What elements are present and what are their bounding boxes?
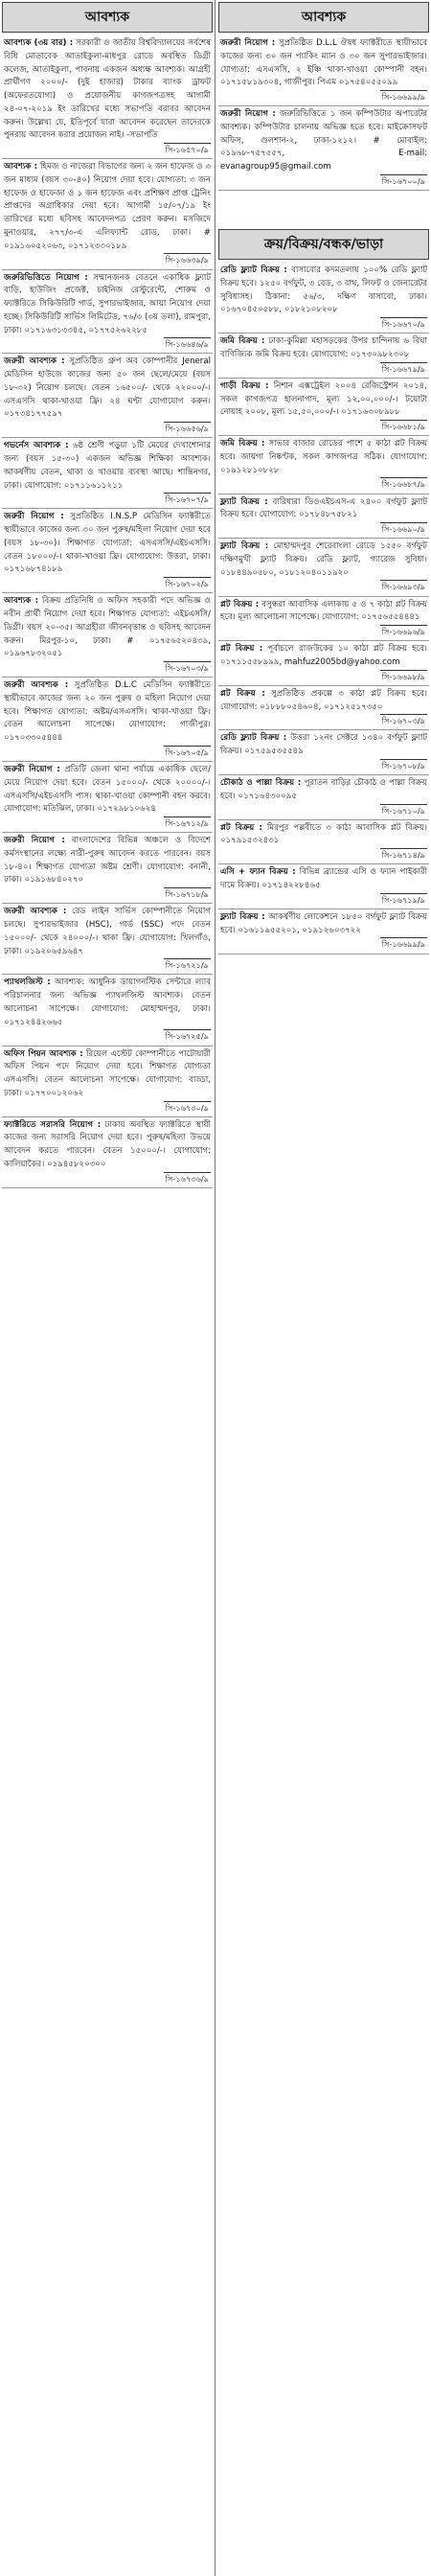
column-divider — [215, 0, 216, 2576]
classified-ad — [2, 762, 213, 833]
ad-body: সুপ্রতিষ্ঠিত D.L.L ঔষধ ফ্যাক্টরীতে স্থায়ীভাবে কাজের জন্য ৩০ জন প্যাকিং ম্যান ও ৩০ জন সুপারভাইজার। যোগ্যতা: এসএসসি, ২ ইঞ্চি থাকা-খাওয়া কোম্পানী বহন। ০১৭১৫৮১৯৩০৪, গাজীপুর। পিএম ০১৭৫৪০৫৫০৯৯ — [220, 38, 427, 88]
ad-code: সি-১৬৭০৭/৯ — [164, 493, 211, 506]
ad-body: নিশান এক্সট্রেইল ২০০৪ রেজিস্ট্রেশন ২০১৪, সকল কাগজপত্র হালনাগাদ, মূল্য ১২,০০,০০০/-। টয়োটা নোয়াহ ২০০৮, মূল্য ১৫,৫০,০০০/-। ০১৭১৬৩০৮৯৮৮ — [220, 380, 427, 418]
ad-code: সি-১৬৭৩০/৯ — [164, 1101, 211, 1115]
ad-code: সি-১৬৭১৪/৯ — [380, 848, 427, 862]
classified-ad — [218, 730, 429, 775]
ad-code: সি-১৬৭০৮/৯ — [380, 759, 427, 772]
ad-title: রেডি ফ্ল্যাট বিক্রয় : — [220, 265, 287, 275]
ad-title: ফ্ল্যাট বিক্রয় : — [220, 911, 265, 922]
ad-code: সি-১৬৭১০/৯ — [380, 804, 427, 817]
ad-title: এসি + ফ্যান বিক্রয় : — [220, 867, 296, 878]
ad-body: হিমজ ও নাজেরা বিভাগের জন্য ২ জন হাফেজ ও ৩ জন মাধ্যম (বয়স ৩০-৪০) নিয়োগ দেয়া হবে। যোগ্যতা: ৩ জন হাফেজ ও হাফেজা ও ১ জন হাফেজ এবং প্রশিক্ষণ প্রাপ্ত ট্রেনিং প্রাপ্তদের অগ্রাধিকার দেয়া হবে। আগামী ১৫/০৭/১৯ ইং তারিখের মধ্যে ছবিসহ আবেদনপত্র প্রেরণ করুন। মসজিদে মুনাওয়ার, ২৭৭/৩-এ এলিফ্যান্ট রোড, ঢাকা। # ০১৯১৬০৫২০৬৩, ০১৭১২৩৩০১৮৯ — [4, 162, 211, 251]
classified-ad — [218, 494, 429, 540]
classified-ad — [218, 820, 429, 865]
ad-code: সি-১৬৬৮১/৯ — [380, 420, 427, 433]
ad-title: চৌকাঠ ও পাল্লা বিক্রয় : — [220, 778, 302, 788]
ad-title: জরুরী আবশ্যক : — [4, 680, 69, 691]
ad-body: আবশ্যক: আধুনিক ডায়াগনস্টিক সেন্টারে ল্যাব পরিচালনার জন্য অভিজ্ঞ প্যাথলজিস্ট আবশ্যক। বেতন আলোচনা সাপেক্ষে। যোগাযোগ: মোহাম্মদপুর, ঢাকা। ০১৭১২৪৪২৬৬৫ — [4, 978, 211, 1027]
ad-body: সুপ্রতিষ্ঠিত প্রকল্পে ৩ কাঠা প্লট বিক্রয় হবে। যোগাযোগ: ০১৮৮৮০৫৪৬০৪, ০১৭১২৫১৭৩৫০ — [220, 688, 428, 712]
classified-ad — [2, 159, 213, 269]
ad-code: সি-১৬৬৫৬/৯ — [164, 422, 211, 435]
right-column — [218, 0, 429, 2576]
classified-ad — [2, 509, 213, 593]
right-ad-list-bottom — [218, 263, 429, 954]
ad-title: আবশ্যক : — [4, 596, 39, 607]
classified-ad — [218, 686, 429, 731]
ad-title: গাড়ী বিক্রয় : — [220, 380, 269, 391]
ad-body: সম্মানজনক বেতনে একাধিক ফ্ল্যাট বাড়ি, হাউজিং প্রজেক্ট, চাইনিজ রেস্টুরেন্টে, শোরুম ও ফ্যাক্টরিতে সিকিউরিটি গার্ড, সুপারভাইজার, আয়া নিয়োগ দেয়া হচ্ছে। সিকিউরিটি সার্ভিস লিমিটেড, ৭৬/৩ (৩য় তলা), রামপুরা, ঢাকা। ০১৭১৬৩১৩৩৪৫, ০১৭৭৫২৬২২৮৫ — [4, 272, 212, 335]
ad-body: সুপ্রতিষ্ঠিত গ্রুপ অব কোম্পানীর Jeneral মেডিসিন হাউজে কাজের জন্য ৫০ জন ছেলে/মেয়ে (বয়স ১৮-৩২) নিয়োগ চলছে। বেতন ১৬৫০০/- থেকে ২২০০০/-। এসএসসি থাকা-খাওয়া ফ্রি। ২৪ ঘণ্টা যোগাযোগ করুন। ০১৭৩৪১৭৭৫৯৭ — [4, 356, 211, 420]
ad-body: রিয়েল এস্টেট কোম্পানীতে পাটোয়ারী অফিস পিয়ন পদে নিয়োগ দেয়া হবে। শিক্ষাগত যোগ্যতা এসএসসি। বেতন আলোচনা সাপেক্ষে। যোগাযোগ: বাড্ডা, ঢাকা। ০১৭৭০০১২০৬২ — [4, 1048, 211, 1098]
right-ad-list-top — [218, 35, 429, 191]
ad-body: রেড লাইন সার্ভিস কোম্পানীতে নিয়োগ চলছে। সুপারভাইজার (HSC), গার্ড (SSC) পদে বেতন ১৫০০০/- থেকে ২৪০০০/-। থাকা ফ্রি। যোগাযোগ: খিলগাঁও, ঢাকা। ০১৯২০৬৫৯৬৪৭ — [4, 907, 211, 956]
ad-body: ৬ষ্ঠ শ্রেণী পড়ুয়া ১টি মেয়ের দেখাশোনার জন্য (বয়স ১৫-৩০) একজন অভিজ্ঞ শিক্ষিকা আবশ্যক। আকর্ষণীয় বেতন, থাকা ও খাওয়ার ব্যবস্থা আছে। শান্তিনগর, ঢাকা। যোগাযোগ: ০১৭১১৬১১২১১ — [4, 441, 211, 491]
ad-title: জরুরী নিয়োগ : — [220, 38, 276, 48]
ad-code: সি-১৬৭০৩/৯ — [164, 661, 211, 675]
classified-ad — [218, 597, 429, 642]
ad-code: সি-১৬৬৯৬/৯ — [380, 625, 427, 638]
ad-title: প্লট বিক্রয় : — [220, 822, 262, 833]
classified-ad — [218, 864, 429, 909]
ad-body: প্রতিটি জেলা থানা পর্যায়ে একাধিক ছেলে/মেয়ে নিয়োগ দেয়া হবে। বেতন ১৫০০০/- থেকে ২০০০০/-। এসএসসি/এইচএসসি পাস। থাকা-খাওয়া কোম্পানী বহন করবে। যোগাযোগ: মতিঝিল, ঢাকা। ০১৭২৯৮১০৬২৪ — [4, 765, 212, 815]
ad-body: বাংলাদেশের বিভিন্ন অঞ্চলে ও বিদেশে কর্মসংস্থানের লক্ষ্যে নারী-পুরুষ আবেদন করতে পারবেন। বয়স ১৮-৪০। শিক্ষাগত যোগ্যতা অষ্টম শ্রেণী। যোগাযোগ: বনানী, ঢাকা। ০১৯১৬৮৪০২৭০ — [4, 836, 212, 886]
classified-ad — [2, 35, 213, 159]
ad-body: উত্তরা ১২নং সেক্টরে ১৩৪০ বর্গফুট ফ্ল্যাট বিক্রয়। ০১৭৫৯৫৩৫৫৪৯ — [220, 733, 428, 757]
ad-body: বিক্রয় প্রতিনিধি ও অফিস সহকারী পদে অভিজ্ঞ ও নবীন প্রার্থী নিয়োগ দেয়া হবে। শিক্ষাগত যোগ্যতা: এইচএসসি/ডিগ্রী। বয়স ২০-৩৫। আগ্রহীরা জীবনবৃত্তান্ত ও ছবিসহ আবেদন করুন। মিরপুর-১০, ঢাকা। # ০১৭৫৬৫২০৪৩৯, ০১৯৬৭৮৩২০৫১ — [4, 596, 211, 659]
ad-title: প্লট বিক্রয় : — [220, 644, 263, 655]
ad-body: বসুন্ধরা আবাসিক এলাকায় ৫ ও ৭ কাঠা প্লট বিক্রয় হবে। মূল্য আলোচনা সাপেক্ষে। যোগাযোগ: ০১৭৫৬৫৫৪৪৪১ — [220, 599, 427, 623]
ad-code: সি-১৬৫৭০/৯ — [164, 143, 211, 156]
ad-code: সি-১৬৭২১/৯ — [164, 958, 211, 972]
classified-ad — [2, 438, 213, 509]
classified-ad — [2, 354, 213, 438]
ad-title: প্যাথলজিস্ট : — [4, 978, 51, 988]
ad-body: পুরাতন বাড়ির চৌকাঠ ও পাল্লা বিক্রয় হবে। ০১৭১৬৪৩০০৯৫ — [220, 778, 427, 801]
classified-ad — [218, 106, 429, 191]
ad-code: সি-১৬৬৩৯/৯ — [164, 253, 211, 266]
ad-code: সি-১৬৬৯৯/৯ — [380, 937, 427, 951]
ad-code: সি-১৬৬৮৭/৯ — [380, 477, 427, 491]
classified-ad — [218, 379, 429, 436]
ad-code: সি-১৬৬৯৯/৯ — [380, 90, 427, 104]
classified-ad — [218, 909, 429, 954]
ad-title: আবশ্যক (৩য় বার) : — [4, 38, 74, 48]
ad-code: সি-১৬৭০০/৯ — [380, 174, 427, 188]
section-header-wanted-left: আবশ্যক — [2, 2, 213, 33]
classified-ad — [218, 334, 429, 379]
ad-code: সি-১৬৭১২/৯ — [164, 816, 211, 830]
ad-title: জরুরী আবশ্যক : — [4, 907, 67, 917]
ad-title: জরুরী নিয়োগ : — [4, 765, 60, 774]
classified-ad — [2, 1117, 213, 1188]
ad-code: সি-১৬৭০৩/৯ — [380, 714, 427, 727]
ad-title: জরুরিভিত্তিতে নিয়োগ : — [4, 272, 88, 283]
ad-body: সুপ্রতিষ্ঠিত I.N.S.P মেডিসিন ফ্যাক্টরীতে স্থায়ীভাবে কাজের জন্য ৩০ জন পুরুষ/মহিলা নিয়োগ দেয়া হবে (বয়স ১৮-৩০)। শিক্ষাগত যোগ্যতা: এসএসসি/এইচএসসি। বেতন ১৮০০০/-। থাকা-খাওয়া ফ্রি। যোগাযোগ: উত্তরা, ঢাকা। ০১৭১৬৮৭৪১৮৯ — [4, 512, 211, 575]
classified-ad — [218, 436, 429, 494]
section-header-buy-sell: ক্রয়/বিক্রয়/বন্ধক/ভাড়া — [218, 229, 429, 260]
ad-body: ঢাকা-কুমিল্লা মহাসড়কের উপর চান্দিনায় ৬ বিঘা বাণিজ্যিক জমি বিক্রয় হবে। যোগাযোগ: ০১৭৩০৯৮২৩০৮ — [220, 336, 427, 359]
ad-body: মোহাম্মদপুর শেরেবাংলা রোডে ১৫৫০ বর্গফুট দক্ষিণমুখী ফ্ল্যাট বিক্রয়। রেডি ফ্ল্যাট, গ্যারেজ সুবিধা। ০১৮৪৪৯০৫৮০, ০১৮১২০৪০১১৯২০ — [220, 541, 427, 578]
ad-body: আকর্ষণীয় লোকেশনে ১৮৫০ বর্গফুট ফ্ল্যাট বিক্রয় হবে। ০১৬১১৯৫৫২০১, ০১৯১২৬০৩৭২২ — [220, 911, 427, 935]
classified-ad — [2, 593, 213, 678]
ad-title: ফ্ল্যাট বিক্রয় : — [220, 496, 268, 507]
classified-ad — [2, 975, 213, 1046]
ad-code: সি-১৬৭০২/৯ — [164, 577, 211, 590]
ad-title: রেডি ফ্ল্যাট বিক্রয় : — [220, 733, 287, 744]
classified-ad — [2, 904, 213, 975]
classified-ad — [218, 539, 429, 596]
classified-ad — [2, 678, 213, 762]
ad-body: বিভিন্ন ব্র্যান্ডের এসি ও ফ্যান পাইকারী দামে বিক্রয়। ০১৭১৪২২৮৪৬৫ — [220, 867, 427, 890]
classified-ad — [2, 270, 213, 355]
ad-body: বারিধারা ডিওএইচএস-এ ২৪০০ বর্গফুট ফ্ল্যাট বিক্রয় হবে। যোগাযোগ: ০১৭৮৪৮৭৫৮২১ — [220, 496, 428, 520]
ad-body: সরকারী ও জাতীয় বিশ্ববিদ্যালয়ের সর্বশেষ বিধি মোতাবেক আতাইকুলা-মাধপুর রোডে অবস্থিত ডিগ্রী কলেজ, আতাইকুলা, পাবনায় একজন অধ্যক্ষ আবশ্যক। আগ্রহী প্রার্থীগণ ২০০০/- (দুই হাজার) টাকার ব্যাংক ড্রাফট (অফেরতযোগ্য) ও প্রয়োজনীয় কাগজপত্রসহ আগামী ২৪-০৭-২০১৯ ইং তারিখের মধ্যে সভাপতি বরাবর আবেদন করুন। উল্লেখ্য যে, ইতিপূর্বে যারা আবেদন করেছেন তাদেরকে পুনরায় আবেদন করার প্রয়োজন নাই। -সভাপতি — [4, 38, 212, 141]
ad-body: সাভার বাজার রোডের পাশে ৫ কাঠা প্লট বিক্রয় হবে। জায়গা নিষ্কণ্টক, সকল কাগজপত্র সঠিক। যোগাযোগ: ০১৯১২৮১০৮২৮ — [220, 439, 427, 475]
ad-body: মিরপুর পল্লবীতে ৩ কাঠা আবাসিক প্লট বিক্রয়। ০১৭৯১৫৩২৪৩১ — [220, 822, 427, 846]
ad-body: ঢাকায় অবস্থিত ফ্যাক্টরিতে স্থায়ী কাজের জন্য সরাসরি নিয়োগ দেয়া হবে। পুরুষ/মহিলা উভয়ে আবেদন করতে পারবেন। বেতন ১৫০০০/-। যোগাযোগ: কালিয়াকৈর। ০১৯৪৫৮২০৩০০ — [4, 1119, 211, 1169]
ad-code: সি-১৬৭২৫/৯ — [164, 1029, 211, 1043]
ad-body: বাসাবোর কদমতলায় ১০০% রেডি ফ্ল্যাট বিক্রয় হবে। ১২৫০ বর্গফুট, ৩ বেড, ৩ বাথ, লিফট ও জেনারেটর সুবিধাসহ। ঠিকানা: ৫৬/৩, দক্ষিণ বাসাবো, ঢাকা। ০১৬৭০৪৫০৫৮৮, ০১৮২১০৮২০৮ — [220, 265, 428, 315]
ad-title: জমি বিক্রয় : — [220, 439, 265, 449]
ad-body: সুপ্রতিষ্ঠিত D.L.C মেডিসিন ফ্যাক্টরীতে স্থায়ীভাবে কাজের জন্য ২০ জন পুরুষ ও মহিলা নিয়োগ দেয়া হবে। শিক্ষাগত যোগ্যতা: অষ্টম/এসএসসি। থাকা-খাওয়া ফ্রি। বেতন আলোচনা সাপেক্ষে। যোগাযোগ: গাজীপুর। ০১৭০৩৩০৫৪৪৪ — [4, 680, 211, 744]
classified-ad — [218, 263, 429, 334]
classified-ad — [2, 1046, 213, 1117]
ad-title: আবশ্যক : — [4, 162, 38, 172]
ad-title: প্লট বিক্রয় : — [220, 599, 260, 610]
ad-body: জরুরিভিত্তিতে ১ জন কম্পিউটার অপারেটর আবশ্যক। কম্পিউটার চালনায় অভিজ্ঞ হতে হবে। মাইক্রোসফট অফিস, গুলশান-২, ঢাকা-১২১২। # মোবাইল: ০১৯৬৮-৭৫৭৫৫৭, E-mail: evanagroup95@gmail.com — [220, 109, 427, 172]
ad-title: জরুরী নিয়োগ : — [4, 512, 64, 522]
classified-ad — [218, 35, 429, 106]
ad-code: সি-১৬৬৯০/৯ — [380, 522, 427, 536]
ad-code: সি-১৬৭১৮/৯ — [164, 887, 211, 901]
ad-code: সি-১৬৬৯৮/৯ — [380, 670, 427, 683]
classified-ad — [2, 833, 213, 904]
ad-title: ফ্যাক্টরিতে সরাসরি নিয়োগ : — [4, 1119, 102, 1130]
ad-title: জমি বিক্রয় : — [220, 336, 265, 347]
classified-ad — [218, 775, 429, 820]
left-ad-list — [2, 35, 213, 1188]
ad-title: গভর্নেস আবশ্যক : — [4, 441, 69, 451]
ad-title: জরুরী আবশ্যক : — [4, 356, 65, 367]
ad-title: অফিস পিয়ন আবশ্যক : — [4, 1048, 83, 1059]
ad-title: ফ্ল্যাট বিক্রয় : — [220, 541, 269, 552]
ad-code: সি-১৬৭৩৬/৯ — [164, 1172, 211, 1185]
ad-code: সি-১৬৭১৯/৯ — [380, 893, 427, 907]
ad-code: সি-১৬৭০৫/৯ — [164, 746, 211, 759]
ad-title: প্লট বিক্রয় : — [220, 688, 265, 699]
ad-code: সি-১৬৬৯৩/৯ — [380, 580, 427, 593]
left-column — [2, 0, 213, 2576]
classified-ad — [218, 641, 429, 686]
section-header-wanted-right: আবশ্যক — [218, 2, 429, 33]
ad-title: জরুরী নিয়োগ : — [4, 836, 65, 846]
ad-title: জরুরী নিয়োগ : — [220, 109, 276, 120]
ad-code: সি-১৬৬৪৬/৯ — [164, 337, 211, 351]
ad-code: সি-১৬৬৭০/৯ — [380, 317, 427, 331]
ad-code: সি-১৬৬৭৯/৯ — [380, 362, 427, 376]
ad-body: পূর্বাচলে রাজউকের ১০ কাঠা প্লট বিক্রয় হবে। ০১৭১১৫৫৮৯৯৯, mahfuz2005bd@yahoo.com — [220, 644, 427, 667]
